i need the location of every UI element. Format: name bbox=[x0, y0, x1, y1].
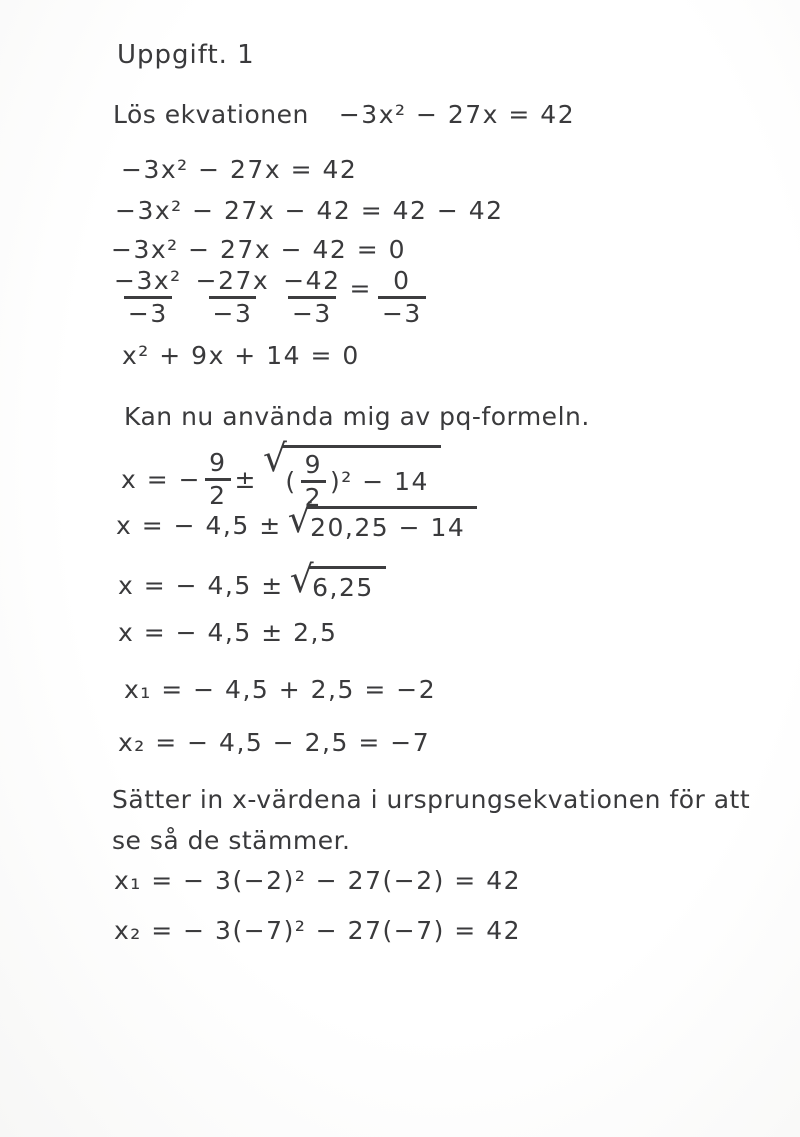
problem-label: Lös ekvationen bbox=[113, 100, 309, 129]
divide-by-minus3-step bbox=[107, 266, 430, 328]
fraction bbox=[111, 268, 185, 328]
equation-line: −3x² − 27x = 42 bbox=[121, 155, 358, 184]
pq-step-line: x = − 4,5 ± 2,5 bbox=[118, 618, 338, 647]
fraction bbox=[205, 447, 230, 510]
denominator: −3 bbox=[209, 296, 257, 327]
math-lead: x = − 4,5 ± bbox=[116, 510, 282, 540]
equation-line: −3x² − 27x − 42 = 42 − 42 bbox=[115, 196, 504, 225]
denominator: −3 bbox=[124, 296, 172, 327]
radicand: 20,25 − 14 bbox=[307, 506, 477, 544]
pq-intro-sentence: Kan nu använda mig av pq-formeln. bbox=[124, 402, 590, 431]
radicand: 6,25 bbox=[309, 566, 386, 604]
pq-formula-line bbox=[121, 436, 441, 514]
pq-step-line bbox=[118, 557, 386, 604]
radical-sign: √ bbox=[287, 497, 314, 541]
equation-line: −3x² − 27x − 42 = 0 bbox=[111, 235, 407, 264]
verification-sentence-line1: Sätter in x-värdena i ursprungsekvationen för att bbox=[112, 785, 751, 814]
numerator: 0 bbox=[393, 266, 411, 295]
root-2-line: x₂ = − 4,5 − 2,5 = −7 bbox=[118, 728, 431, 757]
math-lead: x = − 4,5 ± bbox=[118, 570, 284, 600]
paren-open: ( bbox=[285, 467, 297, 497]
square-root bbox=[289, 557, 386, 604]
denominator: 2 bbox=[301, 480, 326, 511]
radical-sign: √ bbox=[289, 557, 316, 601]
verification-check-2: x₂ = − 3(−7)² − 27(−7) = 42 bbox=[114, 916, 522, 945]
plus-minus-sign: ± bbox=[234, 464, 257, 494]
radical-sign: √ bbox=[262, 436, 289, 480]
simplified-equation: x² + 9x + 14 = 0 bbox=[122, 341, 360, 370]
numerator: −42 bbox=[283, 266, 341, 295]
fraction bbox=[378, 268, 426, 328]
numerator: 9 bbox=[304, 450, 323, 479]
math-lead: x = − bbox=[121, 464, 202, 494]
fraction bbox=[193, 268, 273, 328]
denominator: −3 bbox=[288, 296, 336, 327]
numerator: −3x² bbox=[114, 266, 182, 295]
verification-check-1: x₁ = − 3(−2)² − 27(−2) = 42 bbox=[114, 866, 522, 895]
fraction bbox=[280, 268, 343, 328]
equals-sign: = bbox=[349, 274, 372, 303]
problem-statement bbox=[113, 100, 575, 129]
problem-equation: −3x² − 27x = 42 bbox=[338, 100, 576, 129]
verification-sentence-line2: se så de stämmer. bbox=[112, 826, 351, 855]
root-1-line: x₁ = − 4,5 + 2,5 = −2 bbox=[124, 675, 437, 704]
numerator: −27x bbox=[195, 266, 270, 295]
denominator: −3 bbox=[378, 296, 426, 327]
exercise-title: Uppgift. 1 bbox=[117, 40, 255, 70]
denominator: 2 bbox=[205, 478, 230, 509]
paren-close-and-constant: )² − 14 bbox=[330, 467, 429, 497]
pq-step-line bbox=[116, 497, 477, 544]
numerator: 9 bbox=[209, 447, 227, 477]
square-root bbox=[287, 497, 478, 544]
